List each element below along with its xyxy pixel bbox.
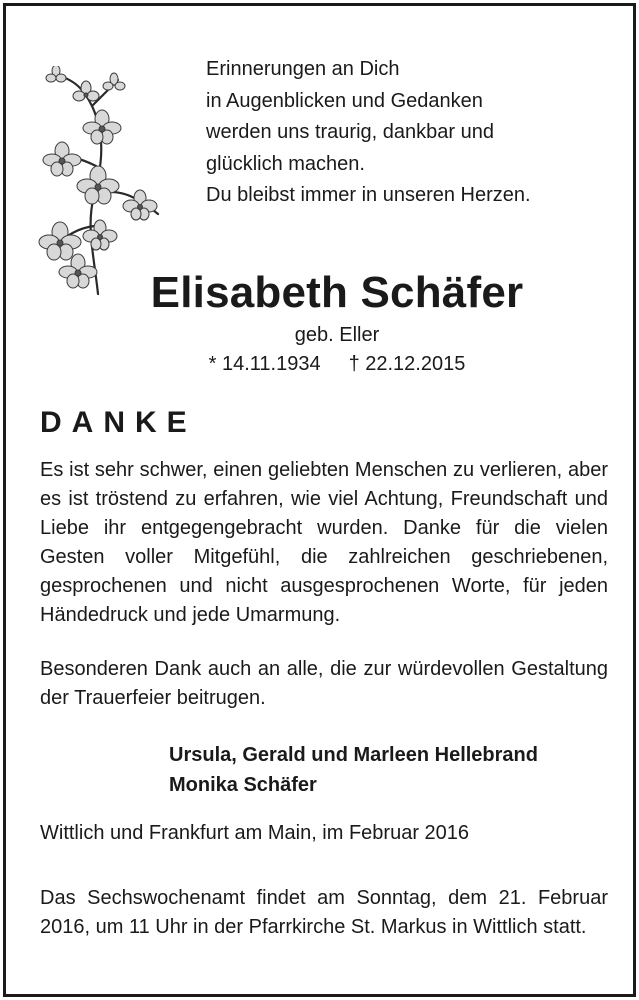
- death-date: † 22.12.2015: [348, 353, 466, 375]
- poem-line: werden uns traurig, dankbar und: [206, 121, 494, 143]
- poem-line: Erinnerungen an Dich: [206, 58, 400, 80]
- thanks-heading: DANKE: [40, 406, 197, 439]
- signer-line: Ursula, Gerald und Marleen Hellebrand: [169, 744, 538, 766]
- poem-line: in Augenblicken und Gedanken: [206, 89, 483, 112]
- birth-name: geb. Eller: [294, 324, 380, 346]
- place-and-date: Wittlich und Frankfurt am Main, im Februar 2016: [40, 822, 470, 844]
- service-announcement: Das Sechswochenamt findet am Sonntag, dem 21. Februar 2016, um 11 Uhr in der Pfarrkirche St. Markus in Wittlich statt.: [40, 887, 608, 938]
- poem-line: Du bleibst immer in unseren Herzen.: [206, 184, 531, 206]
- special-thanks-paragraph: Besonderen Dank auch an alle, die zur würdevollen Gestaltung der Trauerfeier beitrugen.: [40, 658, 608, 709]
- family-signatures: [169, 740, 538, 800]
- life-dates: [6, 353, 633, 376]
- orchid-branch-icon: [36, 66, 171, 296]
- birth-date: * 14.11.1934: [208, 353, 321, 375]
- thanks-paragraph: Es ist sehr schwer, einen geliebten Menschen zu verlieren, aber es ist tröstend zu erfahren, wie viel Achtung, Freundschaft und Liebe ihr entgegengebracht wurden. Danke für die vielen Gesten voller Mitgefühl, die zahlreichen geschriebenen, gesprochenen und nicht ausgesprochenen Worte, für jeden Händedruck und jede Umarmung.: [40, 459, 608, 626]
- signer-line: Monika Schäfer: [169, 774, 317, 796]
- deceased-name: Elisabeth Schäfer: [150, 268, 524, 317]
- poem-line: glücklich machen.: [206, 152, 365, 175]
- memorial-poem: [206, 54, 531, 212]
- obituary-notice: [3, 3, 636, 997]
